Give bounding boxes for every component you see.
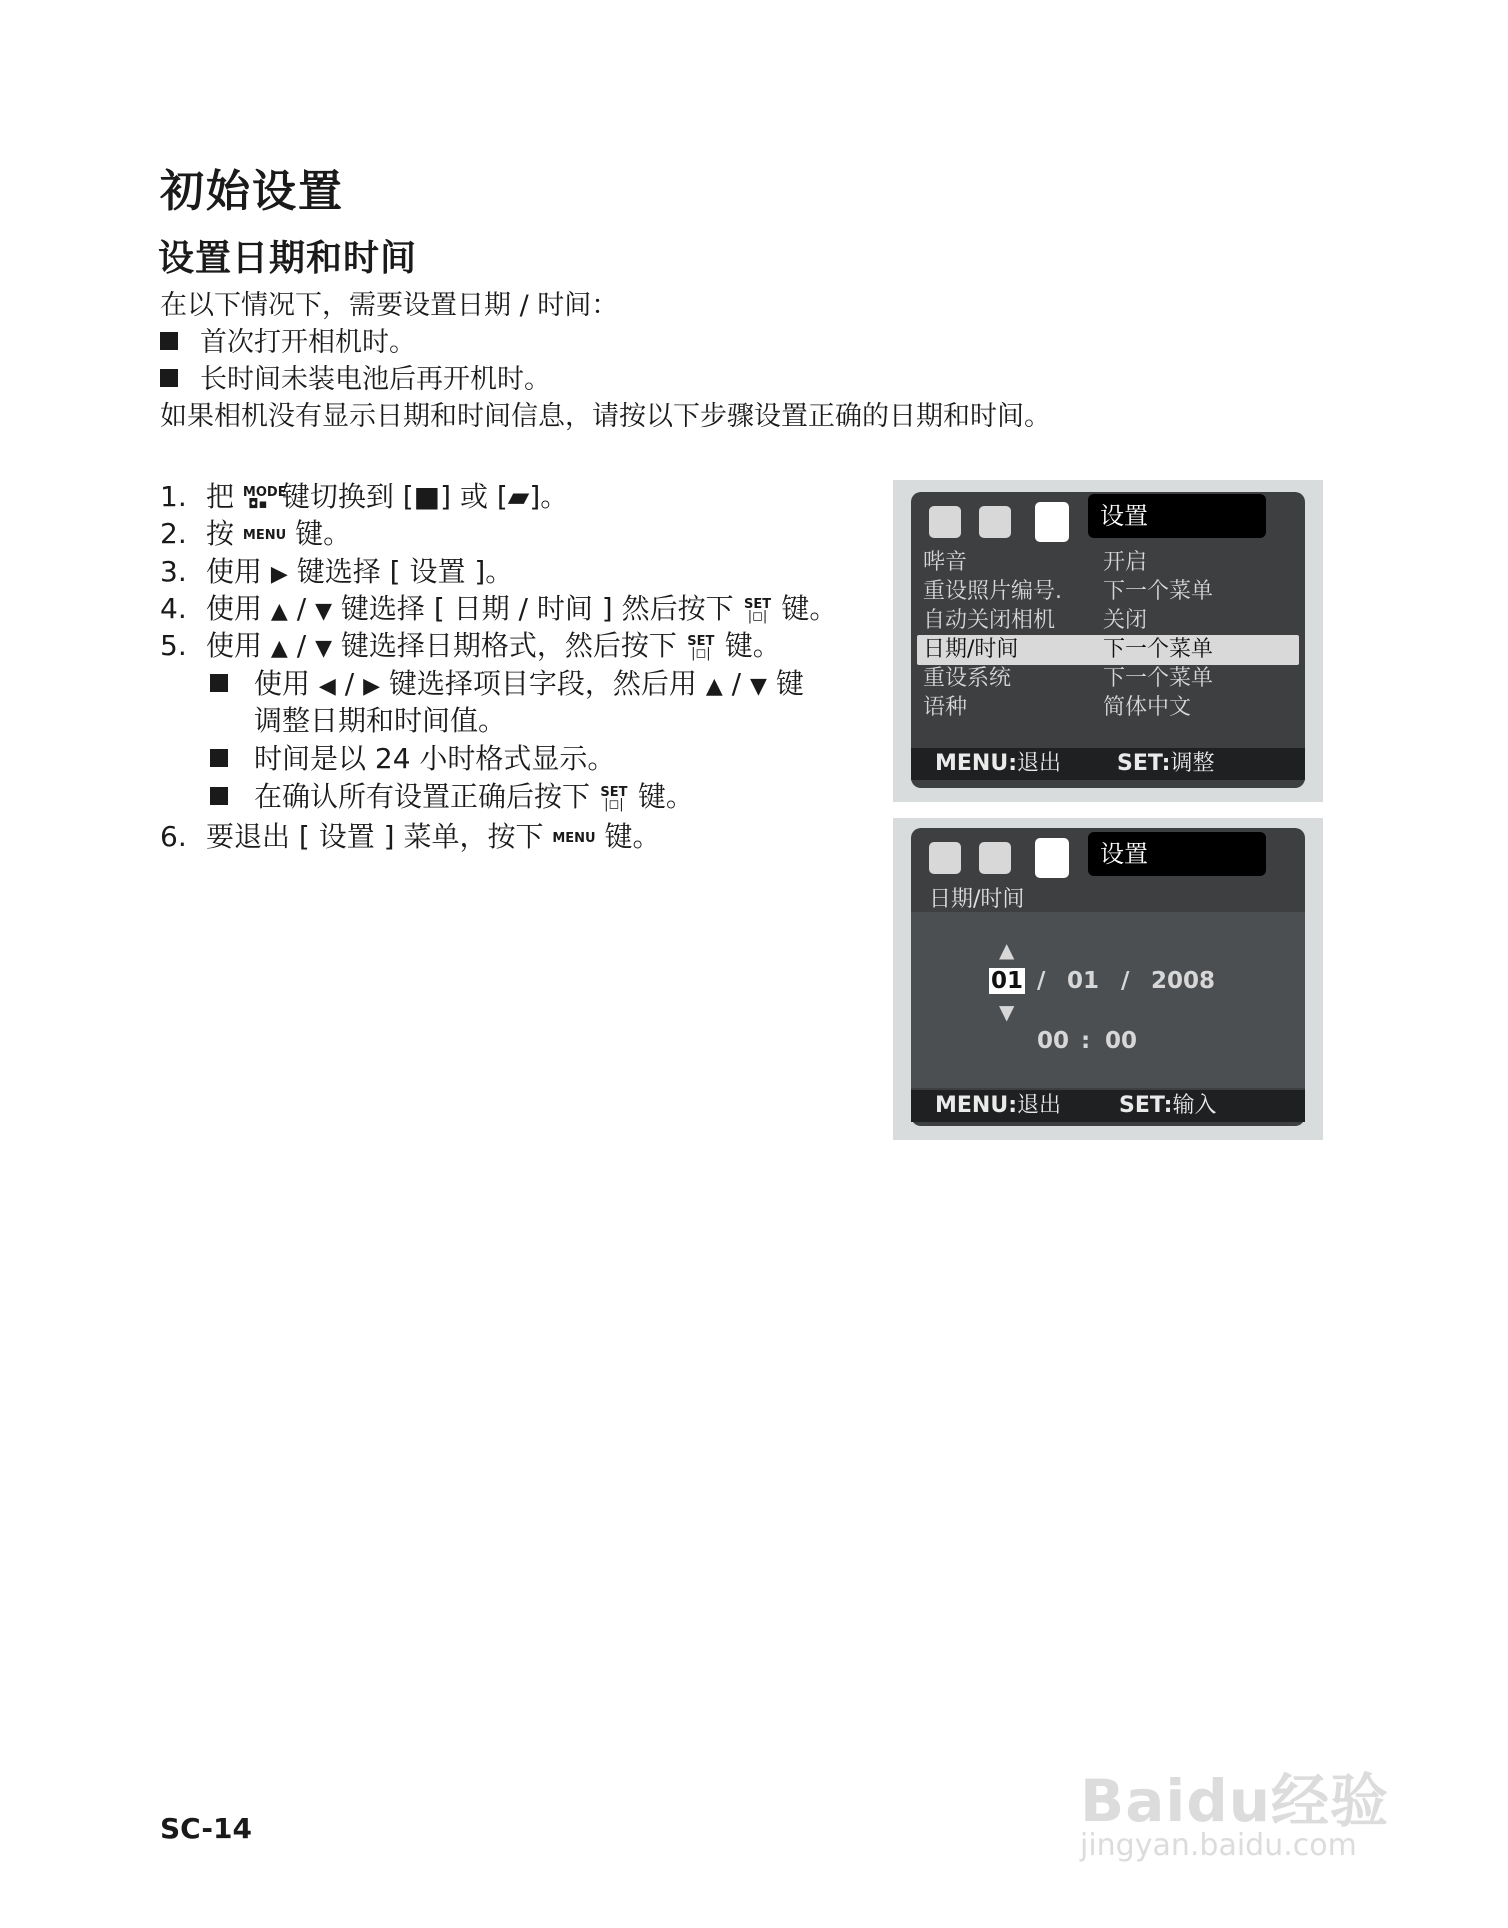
up-arrow-icon: ▲ xyxy=(270,636,288,661)
watermark-brand: Baidu经验 xyxy=(1080,1767,1390,1835)
up-arrow-icon: ▲ xyxy=(705,674,723,699)
down-arrow-icon[interactable]: ▼ xyxy=(999,1000,1015,1024)
minute-field[interactable]: 00 xyxy=(1105,1028,1138,1054)
video-camera-icon: ▰ xyxy=(507,480,530,513)
month-field[interactable]: 01 xyxy=(1067,968,1100,994)
watermark-url: jingyan.baidu.com xyxy=(1080,1828,1357,1863)
bullet-icon xyxy=(160,332,178,350)
menu-key-icon: MENU xyxy=(552,831,596,846)
screen-header: 设置 xyxy=(1088,494,1266,538)
case-item: 长时间未装电池后再开机时。 xyxy=(160,362,551,398)
bullet-icon xyxy=(210,787,228,805)
day-field[interactable]: 01 xyxy=(991,968,1024,994)
baidu-watermark xyxy=(1080,1740,1440,1863)
bullet-icon xyxy=(210,749,228,767)
set-key-icon: SET |◻| xyxy=(687,634,715,661)
wrench-tab-icon[interactable] xyxy=(1035,838,1069,878)
menu-row-beep[interactable]: 哔音 开启 xyxy=(923,550,1148,575)
down-arrow-icon: ▼ xyxy=(315,599,333,624)
down-arrow-icon: ▼ xyxy=(315,636,333,661)
menu-key-icon: MENU xyxy=(242,528,287,543)
note-text: 如果相机没有显示日期和时间信息，请按以下步骤设置正确的日期和时间。 xyxy=(160,401,1051,432)
menu-row-reset-system[interactable]: 重设系统 下一个菜单 xyxy=(923,666,1214,691)
case-item: 首次打开相机时。 xyxy=(160,325,416,361)
menu-row-language[interactable]: 语种 简体中文 xyxy=(923,695,1192,720)
mode-key-icon: MODE ◘▪ xyxy=(242,485,287,512)
step-5-sub-2: 时间是以 24 小时格式显示。 xyxy=(210,740,615,778)
up-arrow-icon[interactable]: ▲ xyxy=(999,938,1015,962)
step-4: 4. 使用 ▲ / ▼ 键选择 [ 日期 / 时间 ] 然后按下 SET |◻| 键。 xyxy=(160,592,838,625)
set-key-icon: SET |◻| xyxy=(743,597,772,624)
screen-footer: MENU:退出 SET:输入 xyxy=(911,1090,1305,1122)
hour-field[interactable]: 00 xyxy=(1037,1028,1070,1054)
screen-header: 设置 xyxy=(1088,832,1266,876)
list-tab-icon[interactable] xyxy=(979,506,1011,538)
step-2: 2. 按 MENU 键。 xyxy=(160,517,352,550)
down-arrow-icon: ▼ xyxy=(750,674,767,699)
camera-screen-date-time xyxy=(893,818,1323,1140)
step-5-sub-1: 使用 ◀ / ▶ 键选择项目字段，然后用 ▲ / ▼ 键 xyxy=(210,665,804,706)
up-arrow-icon: ▲ xyxy=(270,599,288,624)
step-1: 1. 把 MODE ◘▪ 键切换到 [■] 或 [▰]。 xyxy=(160,480,569,513)
camera-tab-icon[interactable] xyxy=(929,842,961,874)
bullet-icon xyxy=(210,674,228,692)
intro-text: 在以下情况下，需要设置日期 / 时间： xyxy=(160,290,619,321)
menu-list xyxy=(911,544,1305,746)
right-arrow-icon: ▶ xyxy=(270,562,288,587)
bullet-icon xyxy=(160,369,178,387)
date-time-section-label: 日期/时间 xyxy=(929,887,1025,912)
camera-tab-icon[interactable] xyxy=(929,506,961,538)
step-5-sub-1-cont: 调整日期和时间值。 xyxy=(254,704,507,737)
set-key-icon: SET |◻| xyxy=(600,785,628,812)
year-field[interactable]: 2008 xyxy=(1151,968,1216,994)
left-arrow-icon: ◀ xyxy=(318,674,336,699)
right-arrow-icon: ▶ xyxy=(363,674,381,699)
menu-row-reset-photo-number[interactable]: 重设照片编号. 下一个菜单 xyxy=(923,579,1214,604)
page-number: SC-14 xyxy=(160,1812,252,1845)
step-5: 5. 使用 ▲ / ▼ 键选择日期格式，然后按下 SET |◻| 键。 xyxy=(160,629,781,662)
step-5-sub-3: 在确认所有设置正确后按下 SET |◻| 键。 xyxy=(210,778,694,816)
step-3: 3. 使用 ▶ 键选择 [ 设置 ]。 xyxy=(160,555,514,588)
menu-row-date-time[interactable]: 日期/时间 下一个菜单 xyxy=(917,635,1299,665)
page-title: 初始设置 xyxy=(160,166,344,217)
camera-icon: ■ xyxy=(413,480,441,513)
wrench-tab-icon[interactable] xyxy=(1035,502,1069,542)
list-tab-icon[interactable] xyxy=(979,842,1011,874)
section-title: 设置日期和时间 xyxy=(158,238,418,279)
date-time-editor: ▲ 01 / 01 / 2008 ▼ 00 : 00 xyxy=(911,912,1305,1088)
camera-screen-settings xyxy=(893,480,1323,802)
menu-row-auto-off[interactable]: 自动关闭相机 关闭 xyxy=(923,608,1148,633)
screen-footer: MENU:退出 SET:调整 xyxy=(911,748,1305,780)
step-6: 6. 要退出 [ 设置 ] 菜单，按下 MENU 键。 xyxy=(160,820,661,853)
